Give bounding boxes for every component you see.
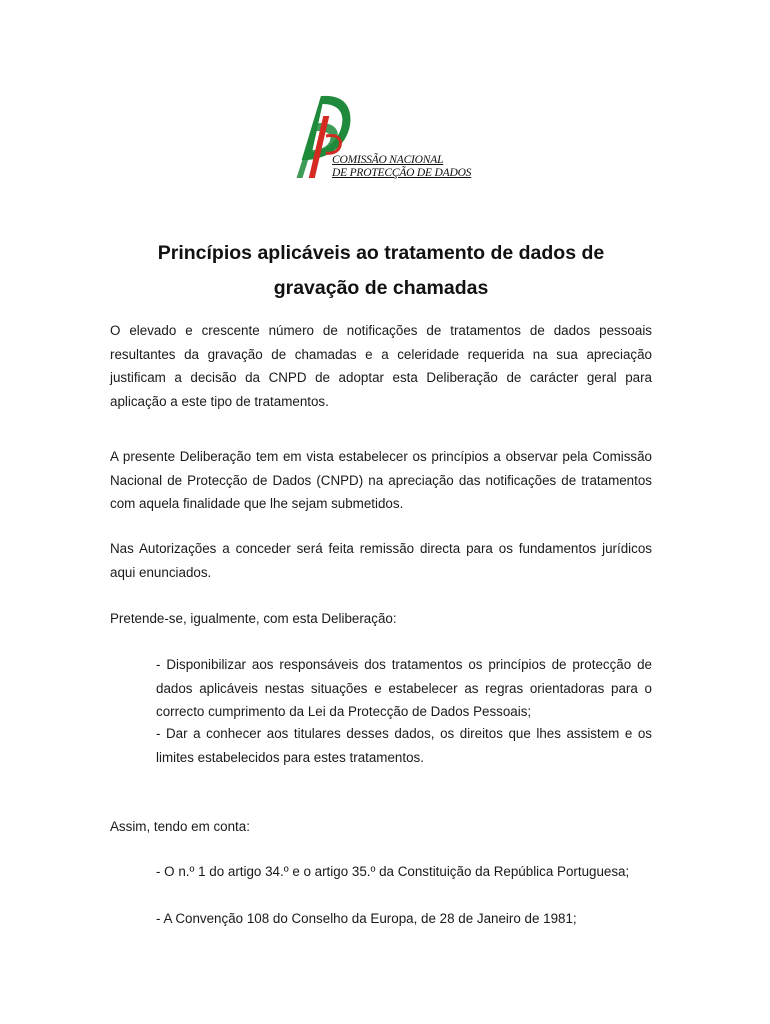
cnpd-logo xyxy=(292,90,482,186)
paragraph-intro: O elevado e crescente número de notificações de tratamentos de dados pessoais resultantes da gravação de chamadas e a celeridade requerida na sua apreciação justificam a decisão da CNPD de adoptar esta Deliberação de carácter geral para aplicação a este tipo de tratamentos. xyxy=(110,323,652,409)
title-line-1: Princípios aplicáveis ao tratamento de dados de xyxy=(157,242,605,264)
paragraph-authorizations: Nas Autorizações a conceder será feita remissão directa para os fundamentos jurídicos aqui enunciados. xyxy=(110,541,652,580)
bullet-item: - A Convenção 108 do Conselho da Europa, de 28 de Janeiro de 1981; xyxy=(156,911,577,926)
title-line-2: gravação de chamadas xyxy=(273,277,489,299)
paragraph-considering: Assim, tendo em conta: xyxy=(110,819,250,834)
cnpd-logo-text xyxy=(332,154,471,180)
paragraph-intent: Pretende-se, igualmente, com esta Deliberação: xyxy=(110,611,397,626)
bullet-item: - Disponibilizar aos responsáveis dos tratamentos os princípios de protecção de dados aplicáveis nestas situações e estabelecer as regras orientadoras para o correcto cumprimento da Lei da Protecção de Dados Pessoais; xyxy=(156,657,652,720)
logo-line-1: COMISSÃO NACIONAL xyxy=(332,154,444,166)
bullet-item: - O n.º 1 do artigo 34.º e o artigo 35.º da Constituição da República Portuguesa; xyxy=(156,864,630,879)
paragraph-purpose: A presente Deliberação tem em vista estabelecer os princípios a observar pela Comissão Nacional de Protecção de Dados (CNPD) na apreciação das notificações de tratamentos com aquela finalidade que lhe sejam submetidos. xyxy=(110,449,652,512)
logo-line-2: DE PROTECÇÃO DE DADOS xyxy=(332,167,472,179)
bullet-item: - Dar a conhecer aos titulares desses dados, os direitos que lhes assistem e os limites estabelecidos para estes tratamentos. xyxy=(156,726,652,765)
document-title xyxy=(110,236,652,306)
